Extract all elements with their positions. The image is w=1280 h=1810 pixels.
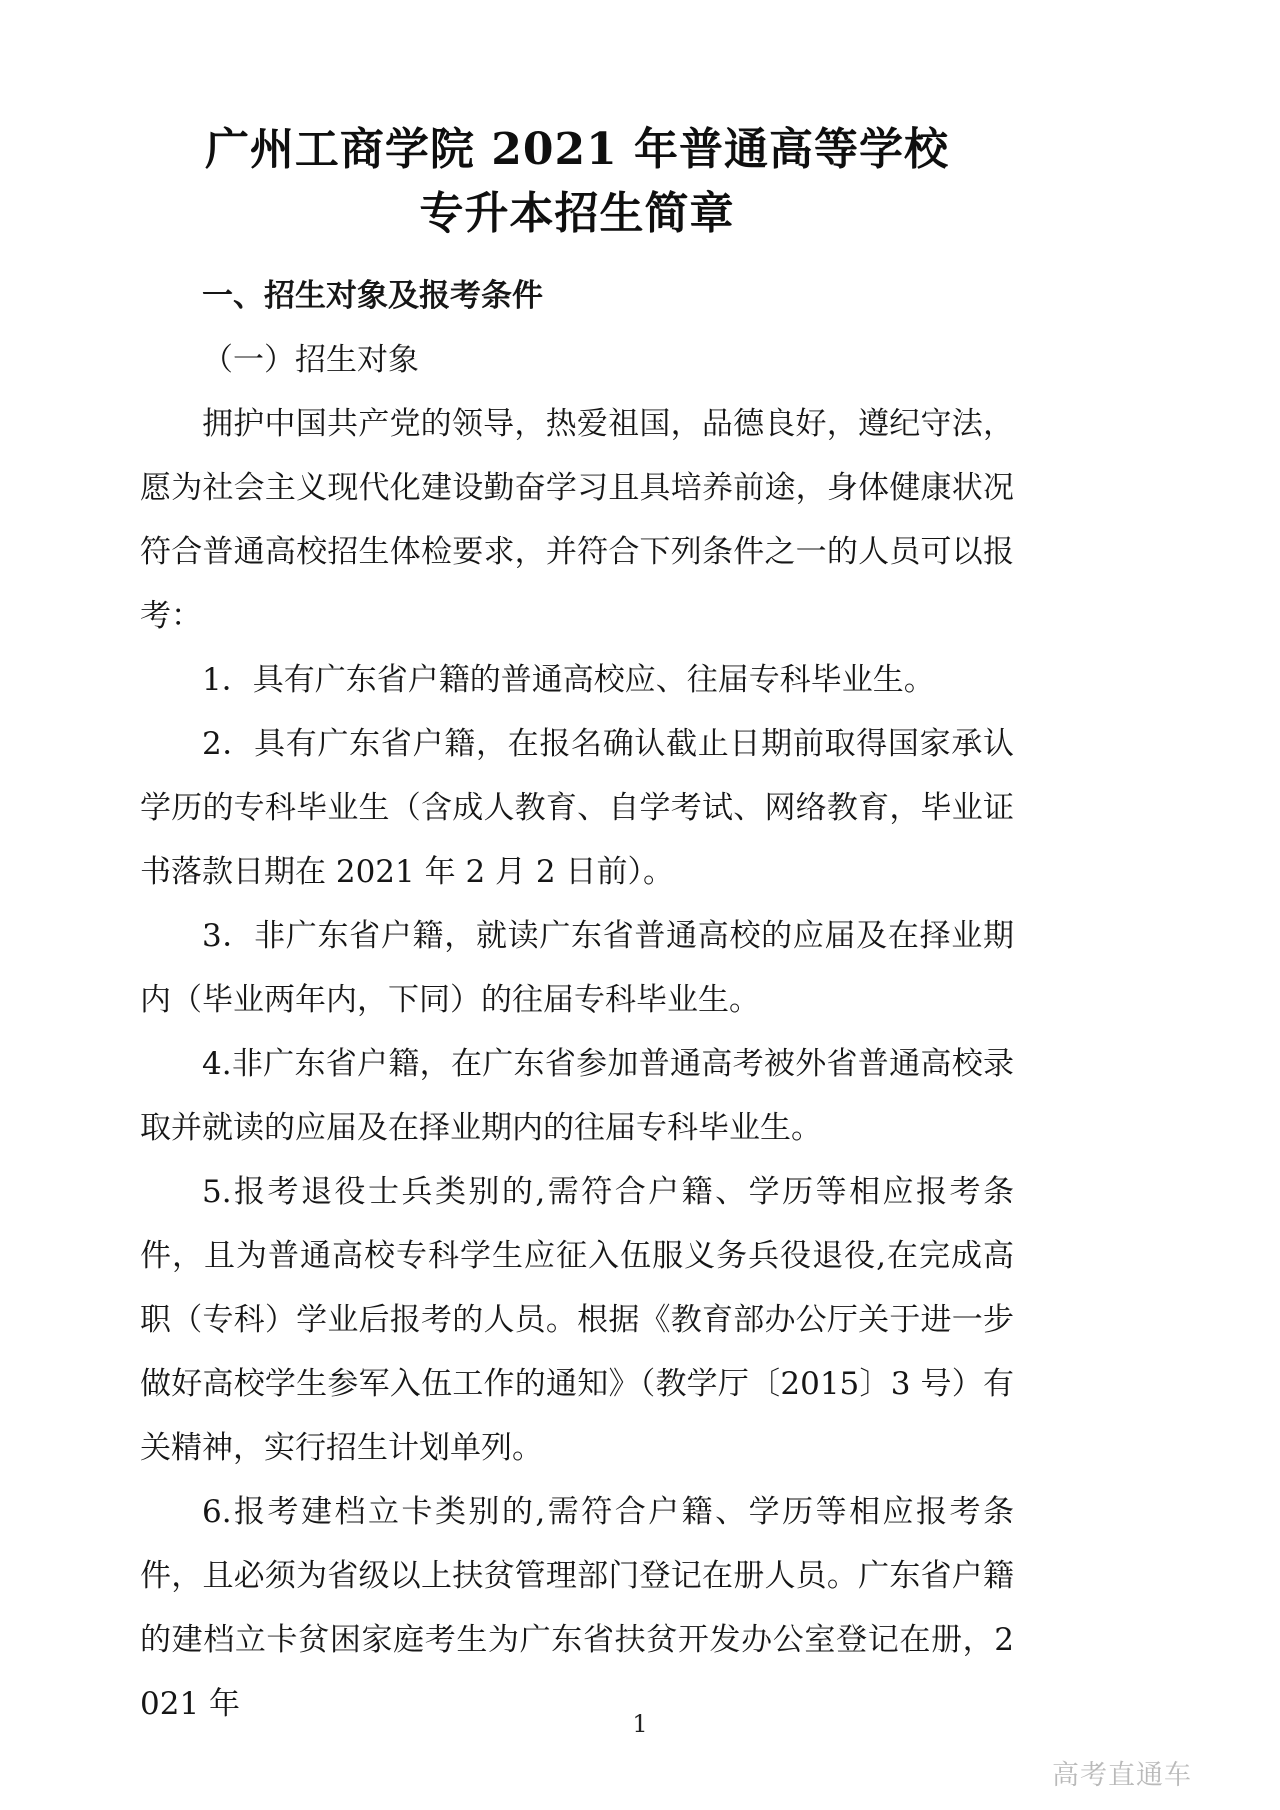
document-content [140, 118, 1014, 1736]
document-body [140, 264, 1014, 1736]
watermark-gaokao-zhitongche: 高考直通车 [1052, 1760, 1192, 1791]
section-heading-eligibility: 一、招生对象及报考条件 [202, 278, 543, 314]
document-title-line-1: 广州工商学院 2021 年普通高等学校 [204, 124, 950, 175]
subsection-heading-targets: （一）招生对象 [202, 342, 419, 378]
list-item-1: 1．具有广东省户籍的普通高校应、往届专科毕业生。 [202, 662, 935, 698]
list-item-6: 6.报考建档立卡类别的,需符合户籍、学历等相应报考条件，且必须为省级以上扶贫管理部门登记在册人员。广东省户籍的建档立卡贫困家庭考生为广东省扶贫开发办公室登记在册，2021 年 [140, 1494, 1014, 1722]
list-item-5: 5.报考退役士兵类别的,需符合户籍、学历等相应报考条件，且为普通高校专科学生应征入伍服义务兵役退役,在完成高职（专科）学业后报考的人员。根据《教育部办公厅关于进一步做好高校学生参军入伍工作的通知》（教学厅〔2015〕3 号）有关精神，实行招生计划单列。 [140, 1174, 1014, 1466]
list-item-4: 4.非广东省户籍，在广东省参加普通高考被外省普通高校录取并就读的应届及在择业期内的往届专科毕业生。 [140, 1046, 1014, 1146]
document-title [140, 118, 1014, 246]
list-item-3: 3．非广东省户籍，就读广东省普通高校的应届及在择业期内（毕业两年内，下同）的往届专科毕业生。 [140, 918, 1014, 1018]
page-number: 1 [632, 1710, 648, 1738]
list-item-2: 2．具有广东省户籍，在报名确认截止日期前取得国家承认学历的专科毕业生（含成人教育、自学考试、网络教育，毕业证书落款日期在 2021 年 2 月 2 日前）。 [140, 726, 1014, 890]
paragraph-intro: 拥护中国共产党的领导，热爱祖国，品德良好，遵纪守法，愿为社会主义现代化建设勤奋学习且具培养前途，身体健康状况符合普通高校招生体检要求，并符合下列条件之一的人员可以报考： [140, 406, 1014, 634]
document-title-line-2: 专升本招生简章 [419, 188, 735, 239]
